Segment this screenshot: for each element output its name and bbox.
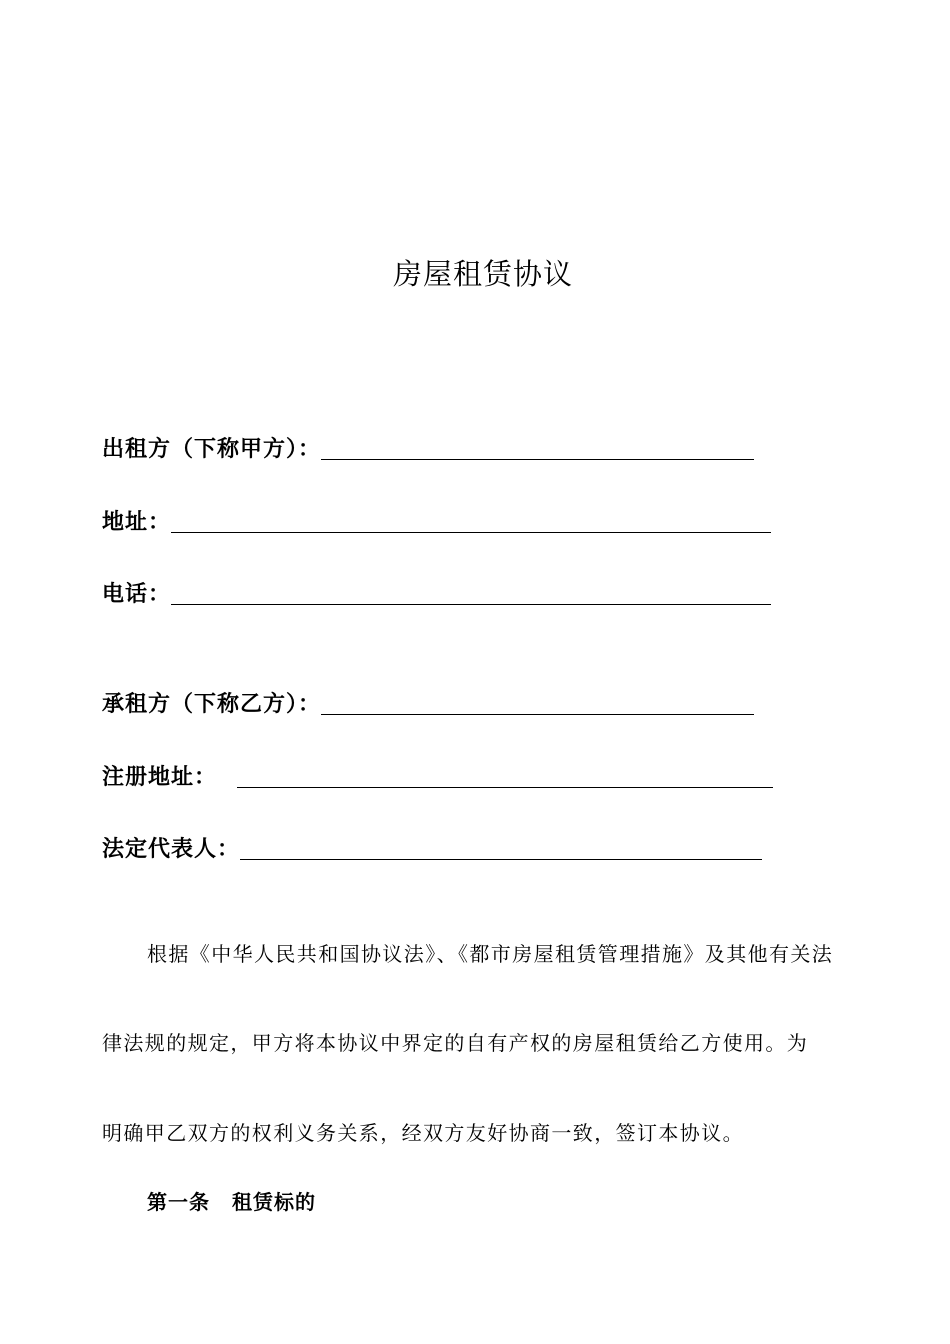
lessee-address-blank[interactable] <box>237 787 773 788</box>
clause-1-title: 租赁标的 <box>232 1190 316 1214</box>
lessee-rep-blank[interactable] <box>240 859 762 860</box>
intro-line-2: 律法规的规定，甲方将本协议中界定的自有产权的房屋租赁给乙方使用。为 <box>102 1031 809 1055</box>
lessor-address-label: 地址： <box>102 509 172 535</box>
lessor-phone-blank[interactable] <box>171 604 771 605</box>
lessor-name-blank[interactable] <box>321 459 754 460</box>
intro-line-3: 明确甲乙双方的权利义务关系，经双方友好协商一致，签订本协议。 <box>102 1121 744 1145</box>
lessee-rep-label: 法定代表人： <box>102 836 241 862</box>
lessor-name-field <box>102 424 754 464</box>
clause-1-heading <box>147 1186 316 1215</box>
lessor-address-blank[interactable] <box>171 532 771 533</box>
lessor-address-field <box>102 497 771 537</box>
lessor-name-label: 出租方（下称甲方）： <box>102 436 322 462</box>
clause-1-number: 第一条 <box>147 1190 210 1214</box>
lessee-name-label: 承租方（下称乙方）： <box>102 691 322 717</box>
lessor-phone-field <box>102 569 771 609</box>
intro-line-1: 根据《中华人民共和国协议法》、《都市房屋租赁管理措施》及其他有关法 <box>147 942 834 966</box>
lessee-name-field <box>102 679 754 719</box>
lessee-name-blank[interactable] <box>321 714 754 715</box>
lessor-phone-label: 电话： <box>102 581 172 607</box>
lessee-address-field <box>102 752 773 792</box>
lessee-rep-field <box>102 824 762 864</box>
lessee-address-label: 注册地址： <box>102 764 218 790</box>
document-title: 房屋租赁协议 <box>392 257 573 291</box>
